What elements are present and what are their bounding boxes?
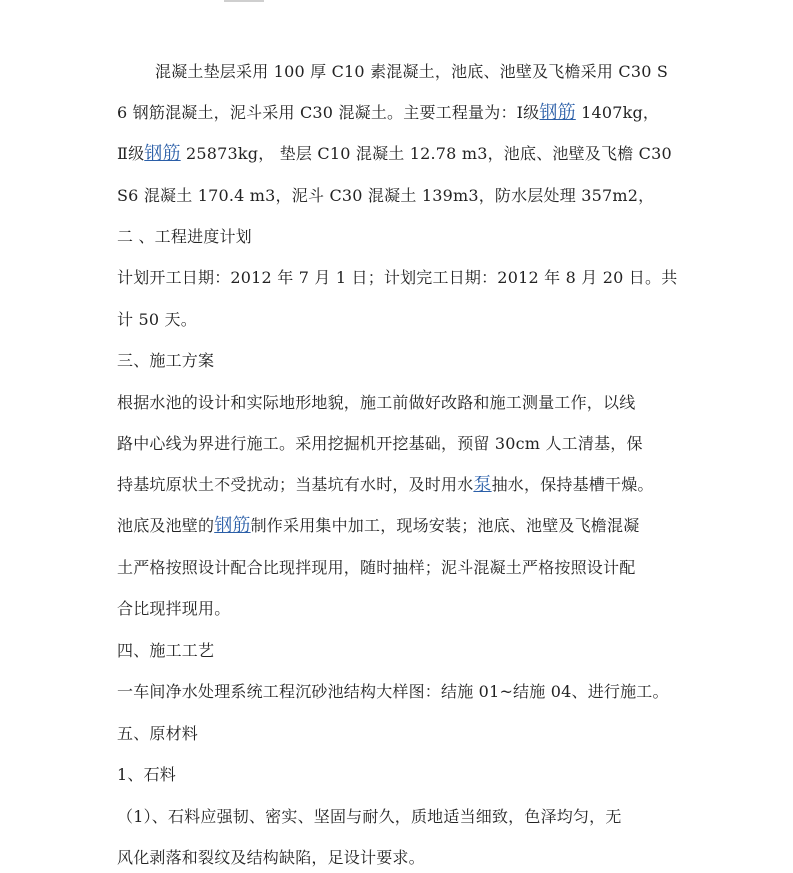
page-top-divider — [224, 0, 264, 2]
plan-line-3-text-b: 抽水，保持基槽干燥。 — [491, 475, 654, 494]
heading-materials: 五、原材料 — [117, 724, 199, 743]
process-line-1: 一车间净水处理系统工程沉砂池结构大样图：结施 01~结施 04、进行施工。 — [117, 682, 669, 701]
schedule-line-2: 计 50 天。 — [117, 310, 197, 329]
stone-line-2: 风化剥落和裂纹及结构缺陷，足设计要求。 — [117, 848, 425, 867]
intro-line-4: S6 混凝土 170.4 m3，泥斗 C30 混凝土 139m3，防水层处理 357m2， — [117, 186, 655, 205]
schedule-line-1: 计划开工日期：2012 年 7 月 1 日；计划完工日期：2012 年 8 月 20 日。共 — [117, 268, 678, 287]
intro-line-2-text-a: 6 钢筋混凝土，泥斗采用 C30 混凝土。主要工程量为：Ⅰ级 — [117, 103, 540, 122]
plan-line-3-text-a: 持基坑原状土不受扰动；当基坑有水时，及时用水 — [117, 475, 474, 494]
heading-process: 四、施工工艺 — [117, 641, 215, 660]
intro-line-2-text-b: 1407kg， — [575, 103, 660, 122]
rebar-link[interactable]: 钢筋 — [214, 515, 251, 536]
plan-line-6: 合比现拌现用。 — [117, 599, 231, 618]
plan-line-4 — [117, 515, 639, 537]
rebar-link[interactable]: 钢筋 — [539, 102, 576, 123]
intro-line-3 — [117, 143, 672, 165]
plan-line-3 — [117, 474, 654, 496]
plan-line-2: 路中心线为界进行施工。采用挖掘机开挖基础，预留 30cm 人工清基，保 — [117, 434, 643, 453]
heading-plan: 三、施工方案 — [117, 351, 215, 370]
plan-line-4-text-a: 池底及池壁的 — [117, 516, 215, 535]
heading-schedule: 二 、工程进度计划 — [117, 227, 252, 246]
pump-link[interactable]: 泵 — [473, 474, 492, 495]
intro-line-3-text-a: Ⅱ级 — [117, 144, 145, 163]
plan-line-4-text-b: 制作采用集中加工，现场安装；池底、池壁及飞檐混凝 — [250, 516, 640, 535]
plan-line-1: 根据水池的设计和实际地形地貌，施工前做好改路和施工测量工作，以线 — [117, 393, 636, 412]
rebar-link[interactable]: 钢筋 — [144, 143, 181, 164]
intro-line-2 — [117, 102, 659, 124]
stone-line-1: （1）、石料应强韧、密实、坚固与耐久，质地适当细致，色泽均匀，无 — [117, 807, 622, 826]
intro-line-1: 混凝土垫层采用 100 厚 C10 素混凝土，池底、池壁及飞檐采用 C30 S — [155, 62, 669, 81]
intro-line-3-text-b: 25873kg， 垫层 C10 混凝土 12.78 m3，池底、池壁及飞檐 C30 — [180, 144, 672, 163]
plan-line-5: 土严格按照设计配合比现拌现用，随时抽样；泥斗混凝土严格按照设计配 — [117, 558, 636, 577]
subheading-stone: 1、石料 — [117, 765, 176, 784]
